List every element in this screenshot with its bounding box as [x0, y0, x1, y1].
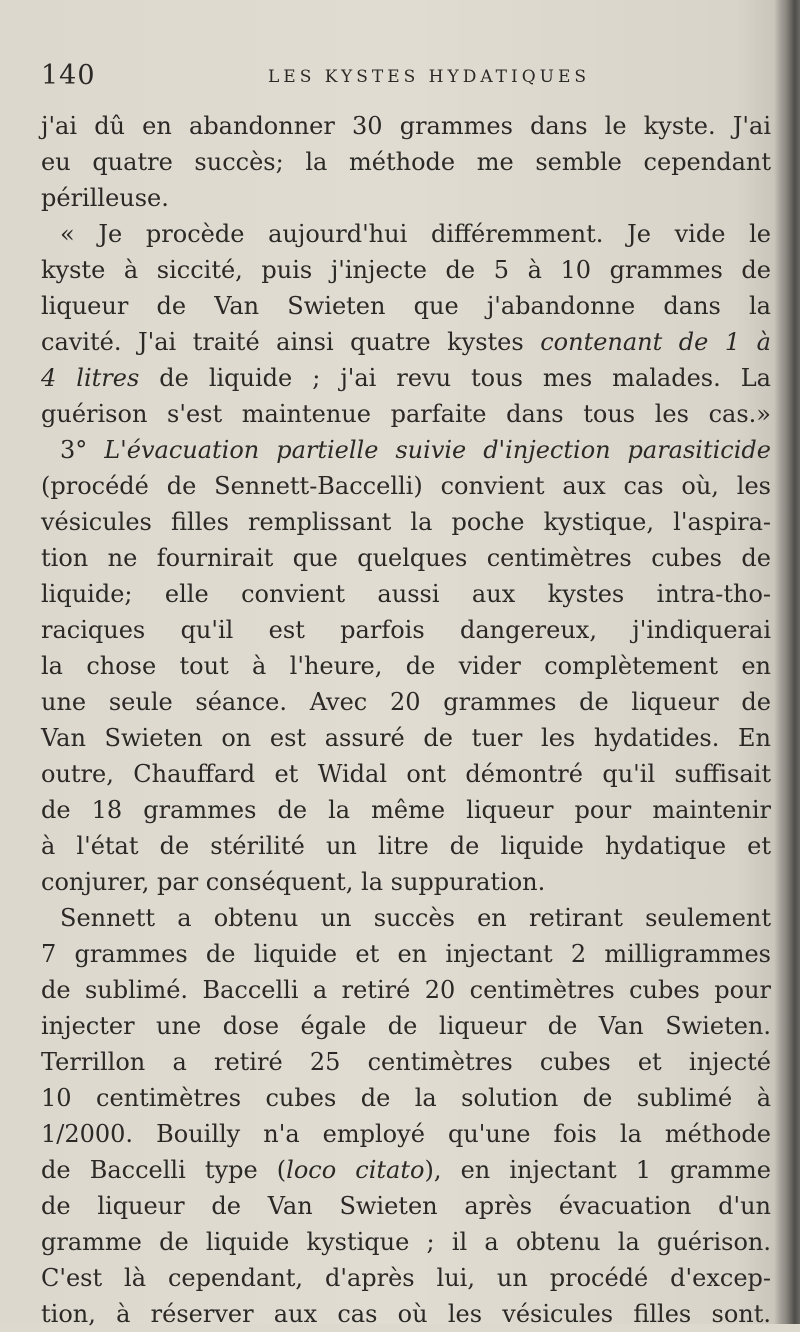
text-line: outre, Chauffard et Widal ont démontré qu'il suffisait: [41, 760, 771, 788]
text-line: de sublimé. Baccelli a retiré 20 centimètres cubes pour: [41, 976, 771, 1004]
text-line: [41, 432, 771, 468]
text-segment: de Baccelli type (: [41, 1156, 287, 1184]
text-segment: cavité. J'ai traité ainsi quatre kystes: [41, 328, 541, 356]
italic-text: loco citato: [286, 1156, 425, 1184]
italic-text: 4 litres: [41, 364, 140, 392]
text-line: « Je procède aujourd'hui différemment. Je vide le: [60, 220, 771, 248]
text-line: 1/2000. Bouilly n'a employé qu'une fois la méthode: [41, 1120, 771, 1148]
text-segment: ), en injectant 1 gramme: [424, 1156, 772, 1184]
text-line: une seule séance. Avec 20 grammes de liqueur de: [41, 688, 771, 716]
page-edge-shadow: [774, 0, 800, 1324]
text-line: tion, à réserver aux cas où les vésicules filles sont.: [41, 1300, 771, 1328]
text-line: liquide; elle convient aussi aux kystes intra-tho-: [41, 580, 771, 608]
text-line: [41, 360, 771, 396]
body-text: [41, 108, 771, 1332]
italic-text: contenant de 1 à: [540, 328, 771, 356]
text-line: liqueur de Van Swieten que j'abandonne dans la: [41, 292, 771, 320]
text-segment: de liquide ; j'ai revu tous mes malades. La: [139, 364, 771, 392]
text-line: guérison s'est maintenue parfaite dans tous les cas.»: [41, 400, 771, 428]
text-line: [41, 1152, 771, 1188]
text-line: gramme de liquide kystique ; il a obtenu la guérison.: [41, 1228, 771, 1256]
text-line: vésicules filles remplissant la poche kystique, l'aspira-: [41, 508, 771, 536]
text-line: C'est là cependant, d'après lui, un procédé d'excep-: [41, 1264, 771, 1292]
running-title: LES KYSTES HYDATIQUES: [268, 67, 591, 87]
text-line: de liqueur de Van Swieten après évacuation d'un: [41, 1192, 771, 1220]
text-line: injecter une dose égale de liqueur de Van Swieten.: [41, 1012, 771, 1040]
text-line: Sennett a obtenu un succès en retirant seulement: [60, 904, 771, 932]
text-line: (procédé de Sennett-Baccelli) convient aux cas où, les: [41, 472, 771, 500]
text-line: Terrillon a retiré 25 centimètres cubes et injecté: [41, 1048, 771, 1076]
text-line: tion ne fournirait que quelques centimètres cubes de: [41, 544, 771, 572]
text-line: de 18 grammes de la même liqueur pour maintenir: [41, 796, 771, 824]
italic-text: L'évacuation partielle suivie d'injection parasiticide: [104, 436, 771, 464]
text-segment: 3°: [60, 436, 105, 464]
text-line: 7 grammes de liquide et en injectant 2 milligrammes: [41, 940, 771, 968]
text-line: j'ai dû en abandonner 30 grammes dans le kyste. J'ai: [41, 112, 771, 140]
page-number: 140: [41, 60, 96, 91]
page-header: [0, 60, 780, 100]
text-line: eu quatre succès; la méthode me semble cependant: [41, 148, 771, 176]
text-line: raciques qu'il est parfois dangereux, j'indiquerai: [41, 616, 771, 644]
text-line: périlleuse.: [41, 184, 169, 212]
text-line: conjurer, par conséquent, la suppuration.: [41, 868, 546, 896]
text-line: [41, 324, 771, 360]
text-line: la chose tout à l'heure, de vider complètement en: [41, 652, 771, 680]
text-line: kyste à siccité, puis j'injecte de 5 à 10 grammes de: [41, 256, 771, 284]
text-line: Van Swieten on est assuré de tuer les hydatides. En: [41, 724, 771, 752]
text-line: à l'état de stérilité un litre de liquide hydatique et: [41, 832, 771, 860]
text-line: 10 centimètres cubes de la solution de sublimé à: [41, 1084, 771, 1112]
